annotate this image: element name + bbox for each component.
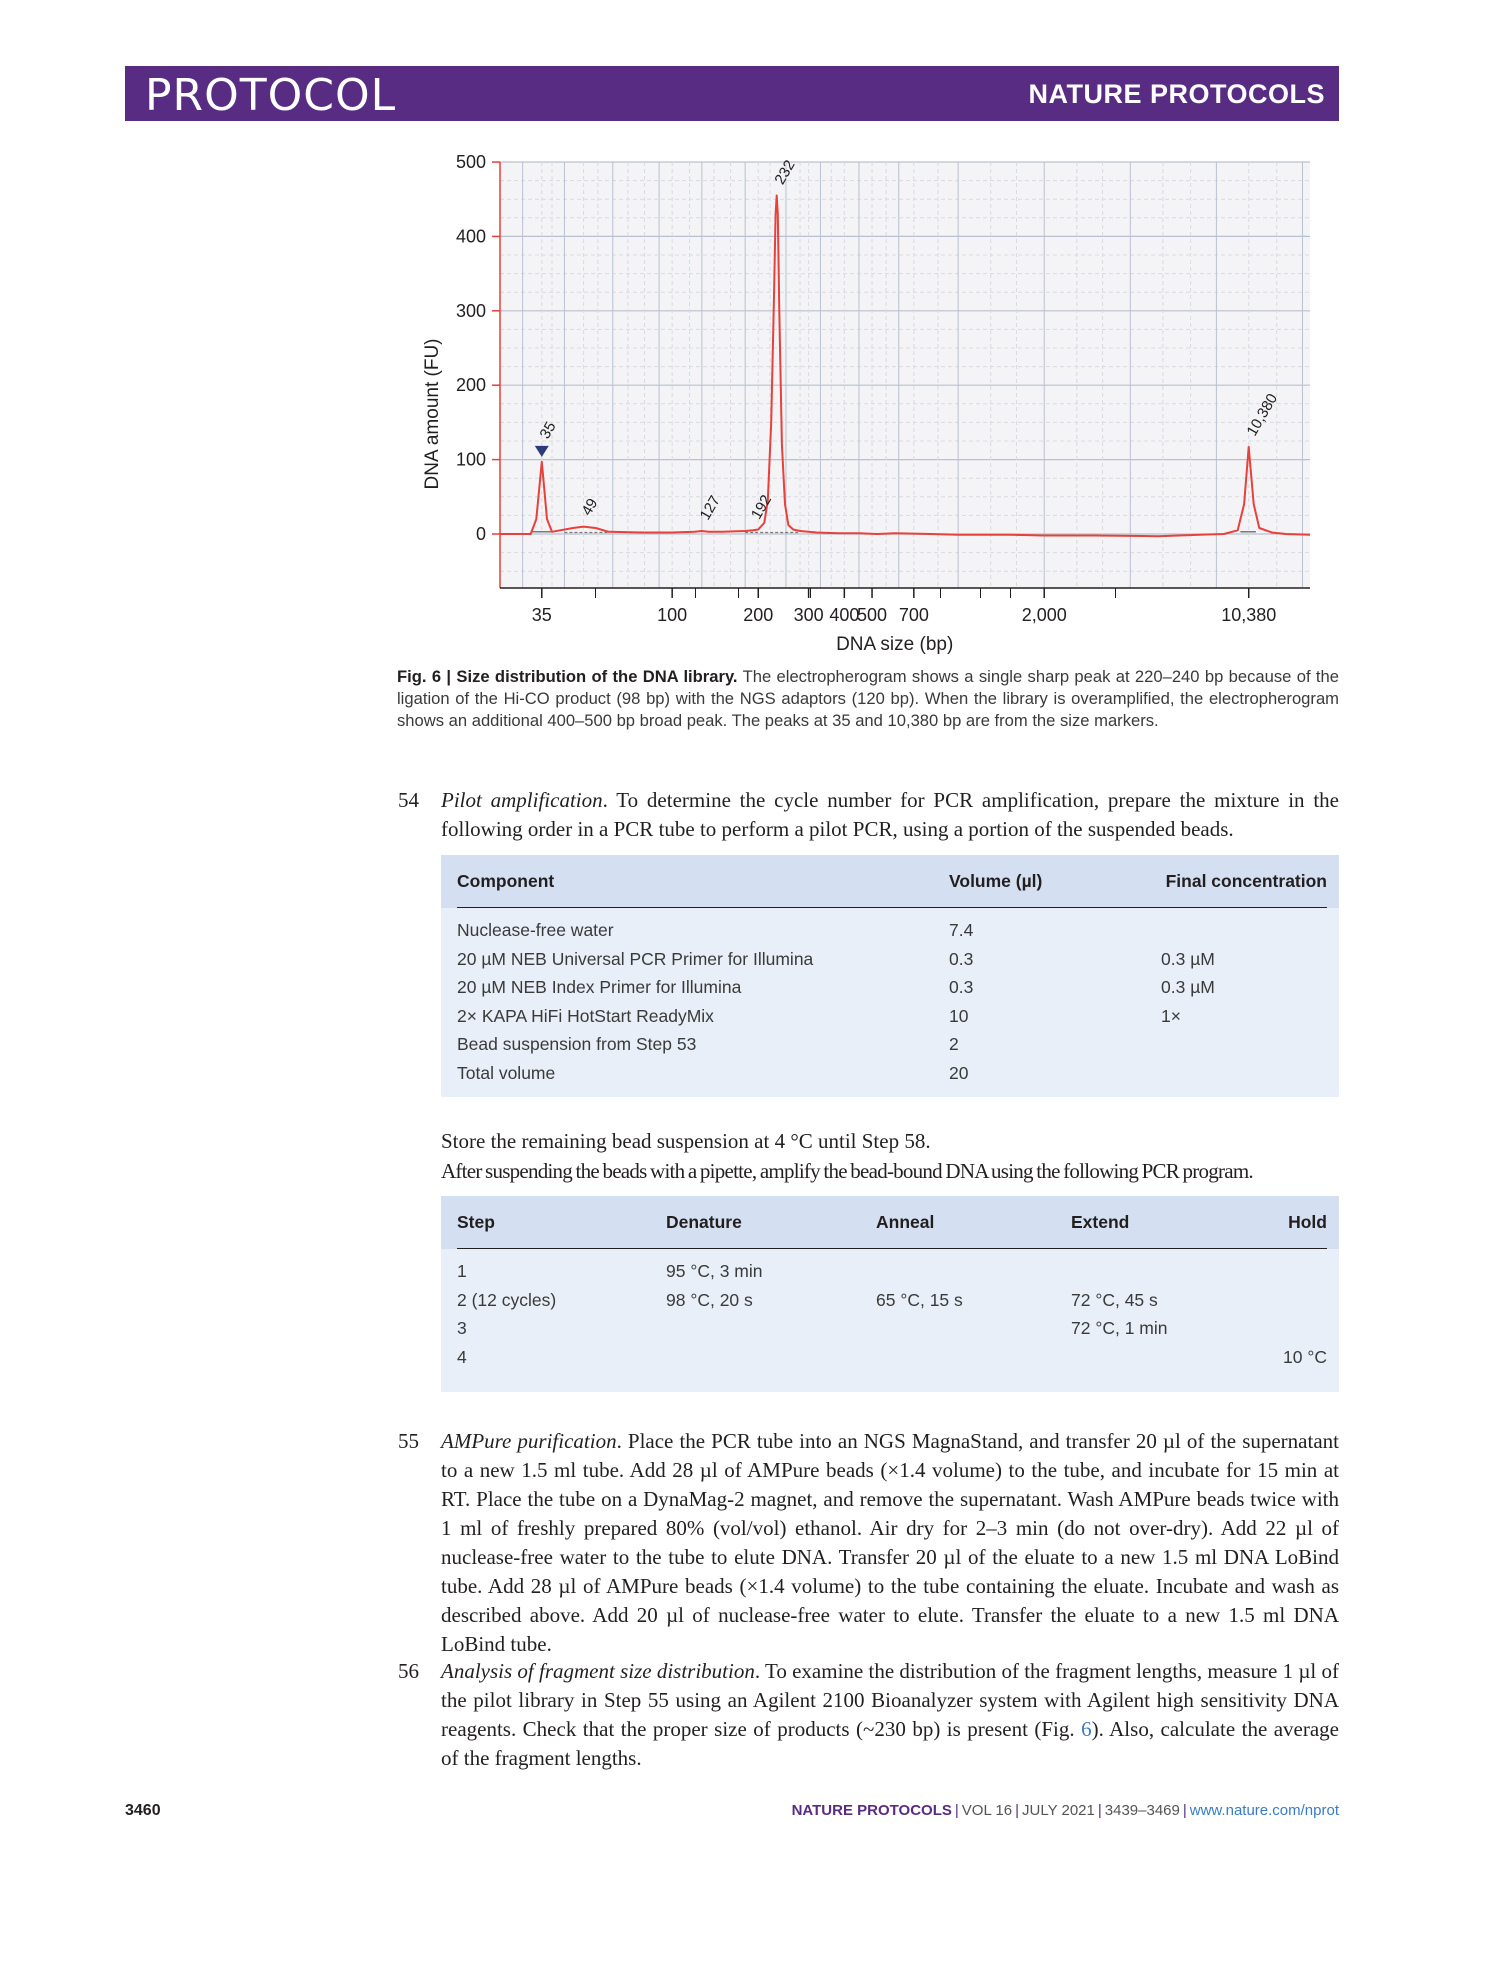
table-cell: 4 [457, 1346, 467, 1367]
footer-journal: NATURE PROTOCOLS [791, 1802, 952, 1819]
table-body [441, 1249, 1339, 1372]
x-tick-label: 35 [531, 605, 552, 625]
table-cell: 2 (12 cycles) [457, 1289, 557, 1310]
table-cell: 0.3 µM [1161, 977, 1215, 997]
step-55 [398, 1427, 1339, 1659]
step-title: AMPure purification [441, 1429, 617, 1453]
table-cell: 10 [949, 1005, 969, 1026]
table-row [441, 1287, 1339, 1316]
peak-label: 49 [578, 495, 602, 519]
header-bar [125, 66, 1339, 121]
peak-label: 35 [536, 418, 560, 442]
step-title: Analysis of fragment size distribution [441, 1659, 755, 1683]
table-cell: 2 [949, 1034, 959, 1054]
table-cell: 20 µM NEB Index Primer for Illumina [457, 977, 742, 997]
table-row [441, 974, 1339, 1003]
table-cell: 1× [1161, 1005, 1181, 1026]
y-axis-label: DNA amount (FU) [422, 338, 443, 490]
table-cell: Bead suspension from Step 53 [457, 1034, 697, 1054]
paragraph-pcr-program: After suspending the beads with a pipette, amplify the bead-bound DNA using the following PCR program. [441, 1159, 1253, 1183]
x-tick-label: 400 [829, 605, 860, 625]
table-row [441, 1060, 1339, 1089]
y-tick-label: 400 [455, 226, 486, 247]
step-text: . Place the PCR tube into an NGS MagnaStand, and transfer 20 µl of the supernatant to a new 1.5 ml tube. Add 28 µl of AMPure beads (×1.4 volume) to the tube, and incubate for 15 min at RT. Place the tube on a DynaMag-2 magnet, and remove the supernatant. Wash AMPure beads twice with 1 ml of freshly prepared 80% (vol/vol) ethanol. Air dry for 2–3 min (do not over-dry). Add 22 µl of nuclease-free water to the tube to elute DNA. Transfer 20 µl of the eluate to a new 1.5 ml DNA LoBind tube. Add 28 µl of AMPure beads (×1.4 volume) to the tube containing the eluate. Incubate and wash as described above. Add 20 µl of nuclease-free water to elute. Transfer the eluate to a new 1.5 ml DNA LoBind tube. [441, 1429, 1339, 1656]
table-row [441, 1344, 1339, 1373]
step-text: . To determine the cycle number for PCR amplification, prepare the mixture in the following order in a PCR tube to perform a pilot PCR, using a portion of the suspended beads. [441, 788, 1339, 841]
col-header-component: Component [457, 871, 555, 891]
pcr-program-table [441, 1196, 1339, 1392]
y-tick-label: 200 [455, 375, 486, 396]
plot-area [500, 162, 1310, 588]
x-tick-label: 500 [857, 605, 888, 625]
caption-title: Fig. 6 | Size distribution of the DNA library. [397, 667, 738, 686]
step-text: . To examine the distribution of the fragment lengths, measure 1 µl of the pilot library in Step 55 using an Agilent 2100 Bioanalyzer system with Agilent high sensitivity DNA reagents. Check that the proper size of products (~230 bp) is present (Fig. [441, 1659, 1339, 1741]
section-label: PROTOCOL [145, 70, 397, 121]
col-header-step: Step [457, 1212, 495, 1232]
table-cell: 0.3 µM [1161, 948, 1215, 969]
table-cell: Nuclease-free water [457, 920, 614, 940]
y-tick-label: 100 [455, 449, 486, 470]
col-header-hold: Hold [1288, 1212, 1327, 1232]
col-header-final-concentration: Final concentration [1165, 871, 1327, 891]
table-row [441, 1258, 1339, 1287]
chart-svg [410, 148, 1330, 658]
header-rule [457, 907, 1327, 908]
table-row [441, 917, 1339, 946]
step-number: 55 [398, 1429, 419, 1453]
x-tick-label: 300 [793, 605, 824, 625]
col-header-anneal: Anneal [876, 1212, 935, 1232]
table-row [441, 1315, 1339, 1344]
journal-name: NATURE PROTOCOLS [1028, 79, 1325, 109]
footer-pages: 3439–3469 [1104, 1802, 1180, 1819]
caption-text: The electropherogram shows a single sharp peak at 220–240 bp because of the ligation of the Hi-CO product (98 bp) with the NGS adaptors (120 bp). When the library is overamplified, the electropherogram shows an additional 400–500 bp broad peak. The peaks at 35 and 10,380 bp are from the size markers. [397, 667, 1339, 730]
table-cell: 72 °C, 1 min [1071, 1318, 1168, 1338]
peak-label: 127 [696, 492, 724, 524]
table-cell: 0.3 [949, 948, 974, 969]
step-54 [398, 786, 1339, 844]
peak-label: 232 [771, 157, 799, 188]
paragraph-storage: Store the remaining bead suspension at 4 °C until Step 58. [441, 1129, 931, 1153]
y-tick-label: 500 [455, 152, 486, 172]
step-title: Pilot amplification [441, 788, 603, 812]
footer-citation: NATURE PROTOCOLS | VOL 16 | JULY 2021 | 3439–3469 | www.nature.com/nprot [791, 1802, 1339, 1819]
table-cell: Total volume [457, 1062, 556, 1083]
col-header-volume: Volume (µl) [949, 871, 1043, 891]
header-rule [457, 1248, 1327, 1249]
table-row [441, 1003, 1339, 1032]
table-cell: 95 °C, 3 min [666, 1261, 763, 1281]
x-tick-label: 700 [898, 605, 929, 625]
table-cell: 72 °C, 45 s [1071, 1289, 1158, 1310]
table-header [441, 1196, 1339, 1249]
peak-label: 10,380 [1243, 390, 1282, 439]
figure-caption [397, 666, 1339, 732]
x-tick-label: 200 [743, 605, 774, 625]
step-56 [398, 1657, 1340, 1773]
x-tick-label: 100 [657, 605, 688, 625]
table-row [441, 946, 1339, 975]
footer-url[interactable]: www.nature.com/nprot [1189, 1802, 1339, 1819]
table-cell: 3 [457, 1318, 467, 1338]
table-body [441, 908, 1339, 1088]
table-cell: 20 [949, 1062, 969, 1083]
step-number: 56 [398, 1659, 419, 1683]
x-axis-label: DNA size (bp) [836, 634, 954, 655]
step-number: 54 [398, 788, 419, 812]
table-cell: 2× KAPA HiFi HotStart ReadyMix [457, 1005, 714, 1026]
table-header [441, 855, 1339, 908]
table-cell: 7.4 [949, 920, 974, 940]
table-cell: 0.3 [949, 977, 974, 997]
page-number: 3460 [125, 1802, 161, 1819]
table-cell: 1 [457, 1261, 467, 1281]
table-row [441, 1031, 1339, 1060]
y-tick-label: 0 [475, 524, 486, 544]
footer-volume: VOL 16 [961, 1802, 1013, 1819]
col-header-extend: Extend [1071, 1212, 1130, 1232]
table-cell: 10 °C [1283, 1346, 1327, 1367]
figure-link[interactable]: 6 [1081, 1717, 1092, 1741]
x-tick-label: 10,380 [1221, 605, 1277, 625]
reagent-table [441, 855, 1339, 1097]
table-cell: 20 µM NEB Universal PCR Primer for Illumina [457, 948, 814, 969]
x-tick-label: 2,000 [1021, 605, 1067, 625]
col-header-denature: Denature [666, 1212, 742, 1232]
electropherogram-chart [410, 148, 1330, 658]
table-cell: 65 °C, 15 s [876, 1289, 963, 1310]
peak-label: 192 [747, 492, 776, 523]
step-text-end: ). Also, calculate the average of the fragment lengths. [441, 1717, 1340, 1770]
footer-date: JULY 2021 [1022, 1802, 1095, 1819]
y-tick-label: 300 [455, 300, 486, 321]
table-cell: 98 °C, 20 s [666, 1289, 753, 1310]
